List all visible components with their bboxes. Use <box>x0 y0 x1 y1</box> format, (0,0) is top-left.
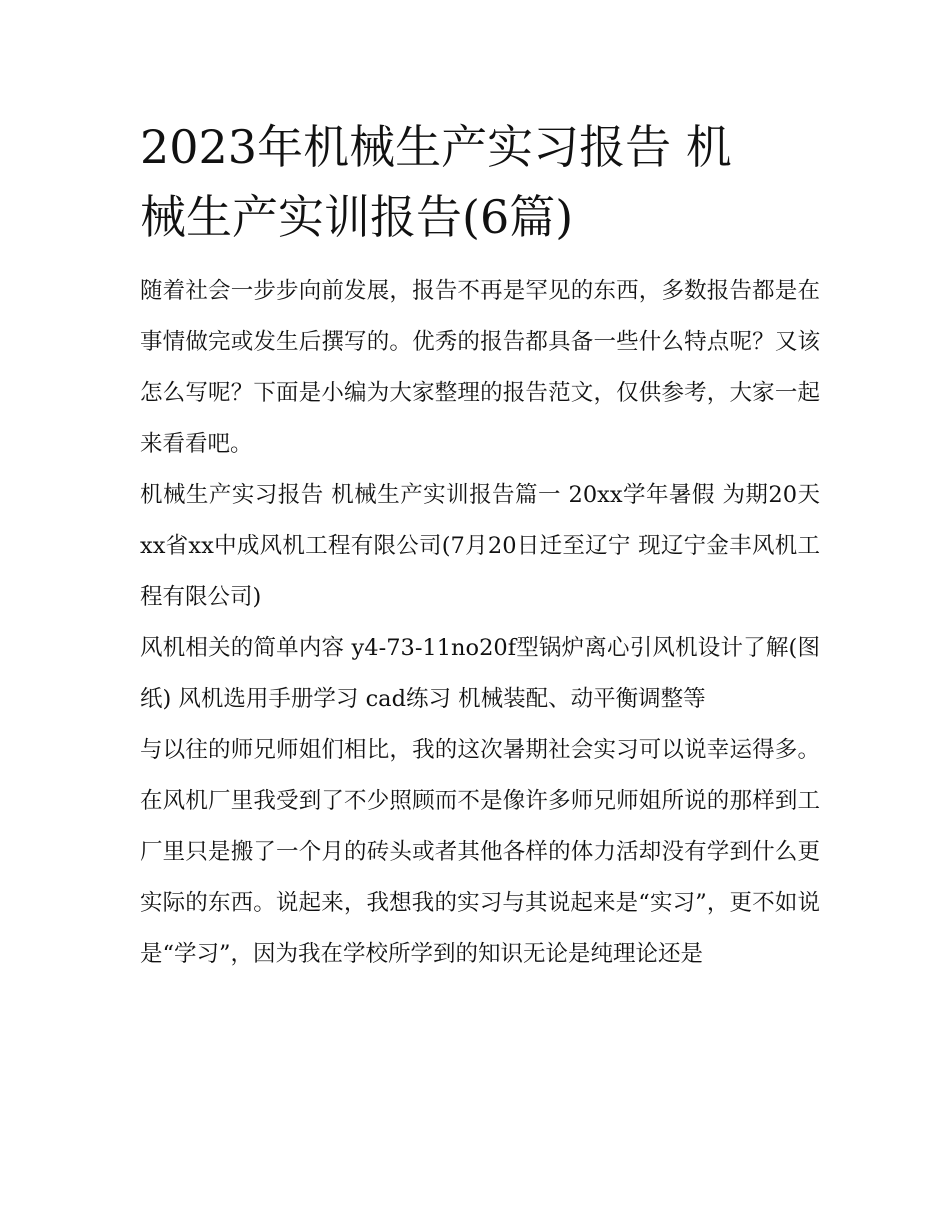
experience-paragraph: 与以往的师兄师姐们相比，我的这次暑期社会实习可以说幸运得多。在风机厂里我受到了不少照顾而不是像许多师兄师姐所说的那样到工厂里只是搬了一个月的砖头或者其他各样的体力活却没有学到什么更实际的东西。说起来，我想我的实习与其说起来是“实习”，更不如说是“学习”，因为我在学校所学到的知识无论是纯理论还是 <box>140 737 820 967</box>
document-title <box>140 112 820 252</box>
document-page <box>140 112 820 980</box>
intro-paragraph: 随着社会一步步向前发展，报告不再是罕见的东西，多数报告都是在事情做完或发生后撰写的。优秀的报告都具备一些什么特点呢？又该怎么写呢？下面是小编为大家整理的报告范文，仅供参考，大家一起来看看吧。 <box>140 278 820 457</box>
title-line-1: 2023年机械生产实习报告 机 <box>140 120 732 174</box>
content-paragraph: 风机相关的简单内容 y4-73-11no20f型锅炉离心引风机设计了解(图纸) 风机选用手册学习 cad练习 机械装配、动平衡调整等 <box>140 635 820 712</box>
title-line-2: 械生产实训报告(6篇) <box>140 190 574 244</box>
internship-info-paragraph: 机械生产实习报告 机械生产实训报告篇一 20xx学年暑假 为期20天 xx省xx中成风机工程有限公司(7月20日迁至辽宁 现辽宁金丰风机工程有限公司) <box>140 482 820 610</box>
